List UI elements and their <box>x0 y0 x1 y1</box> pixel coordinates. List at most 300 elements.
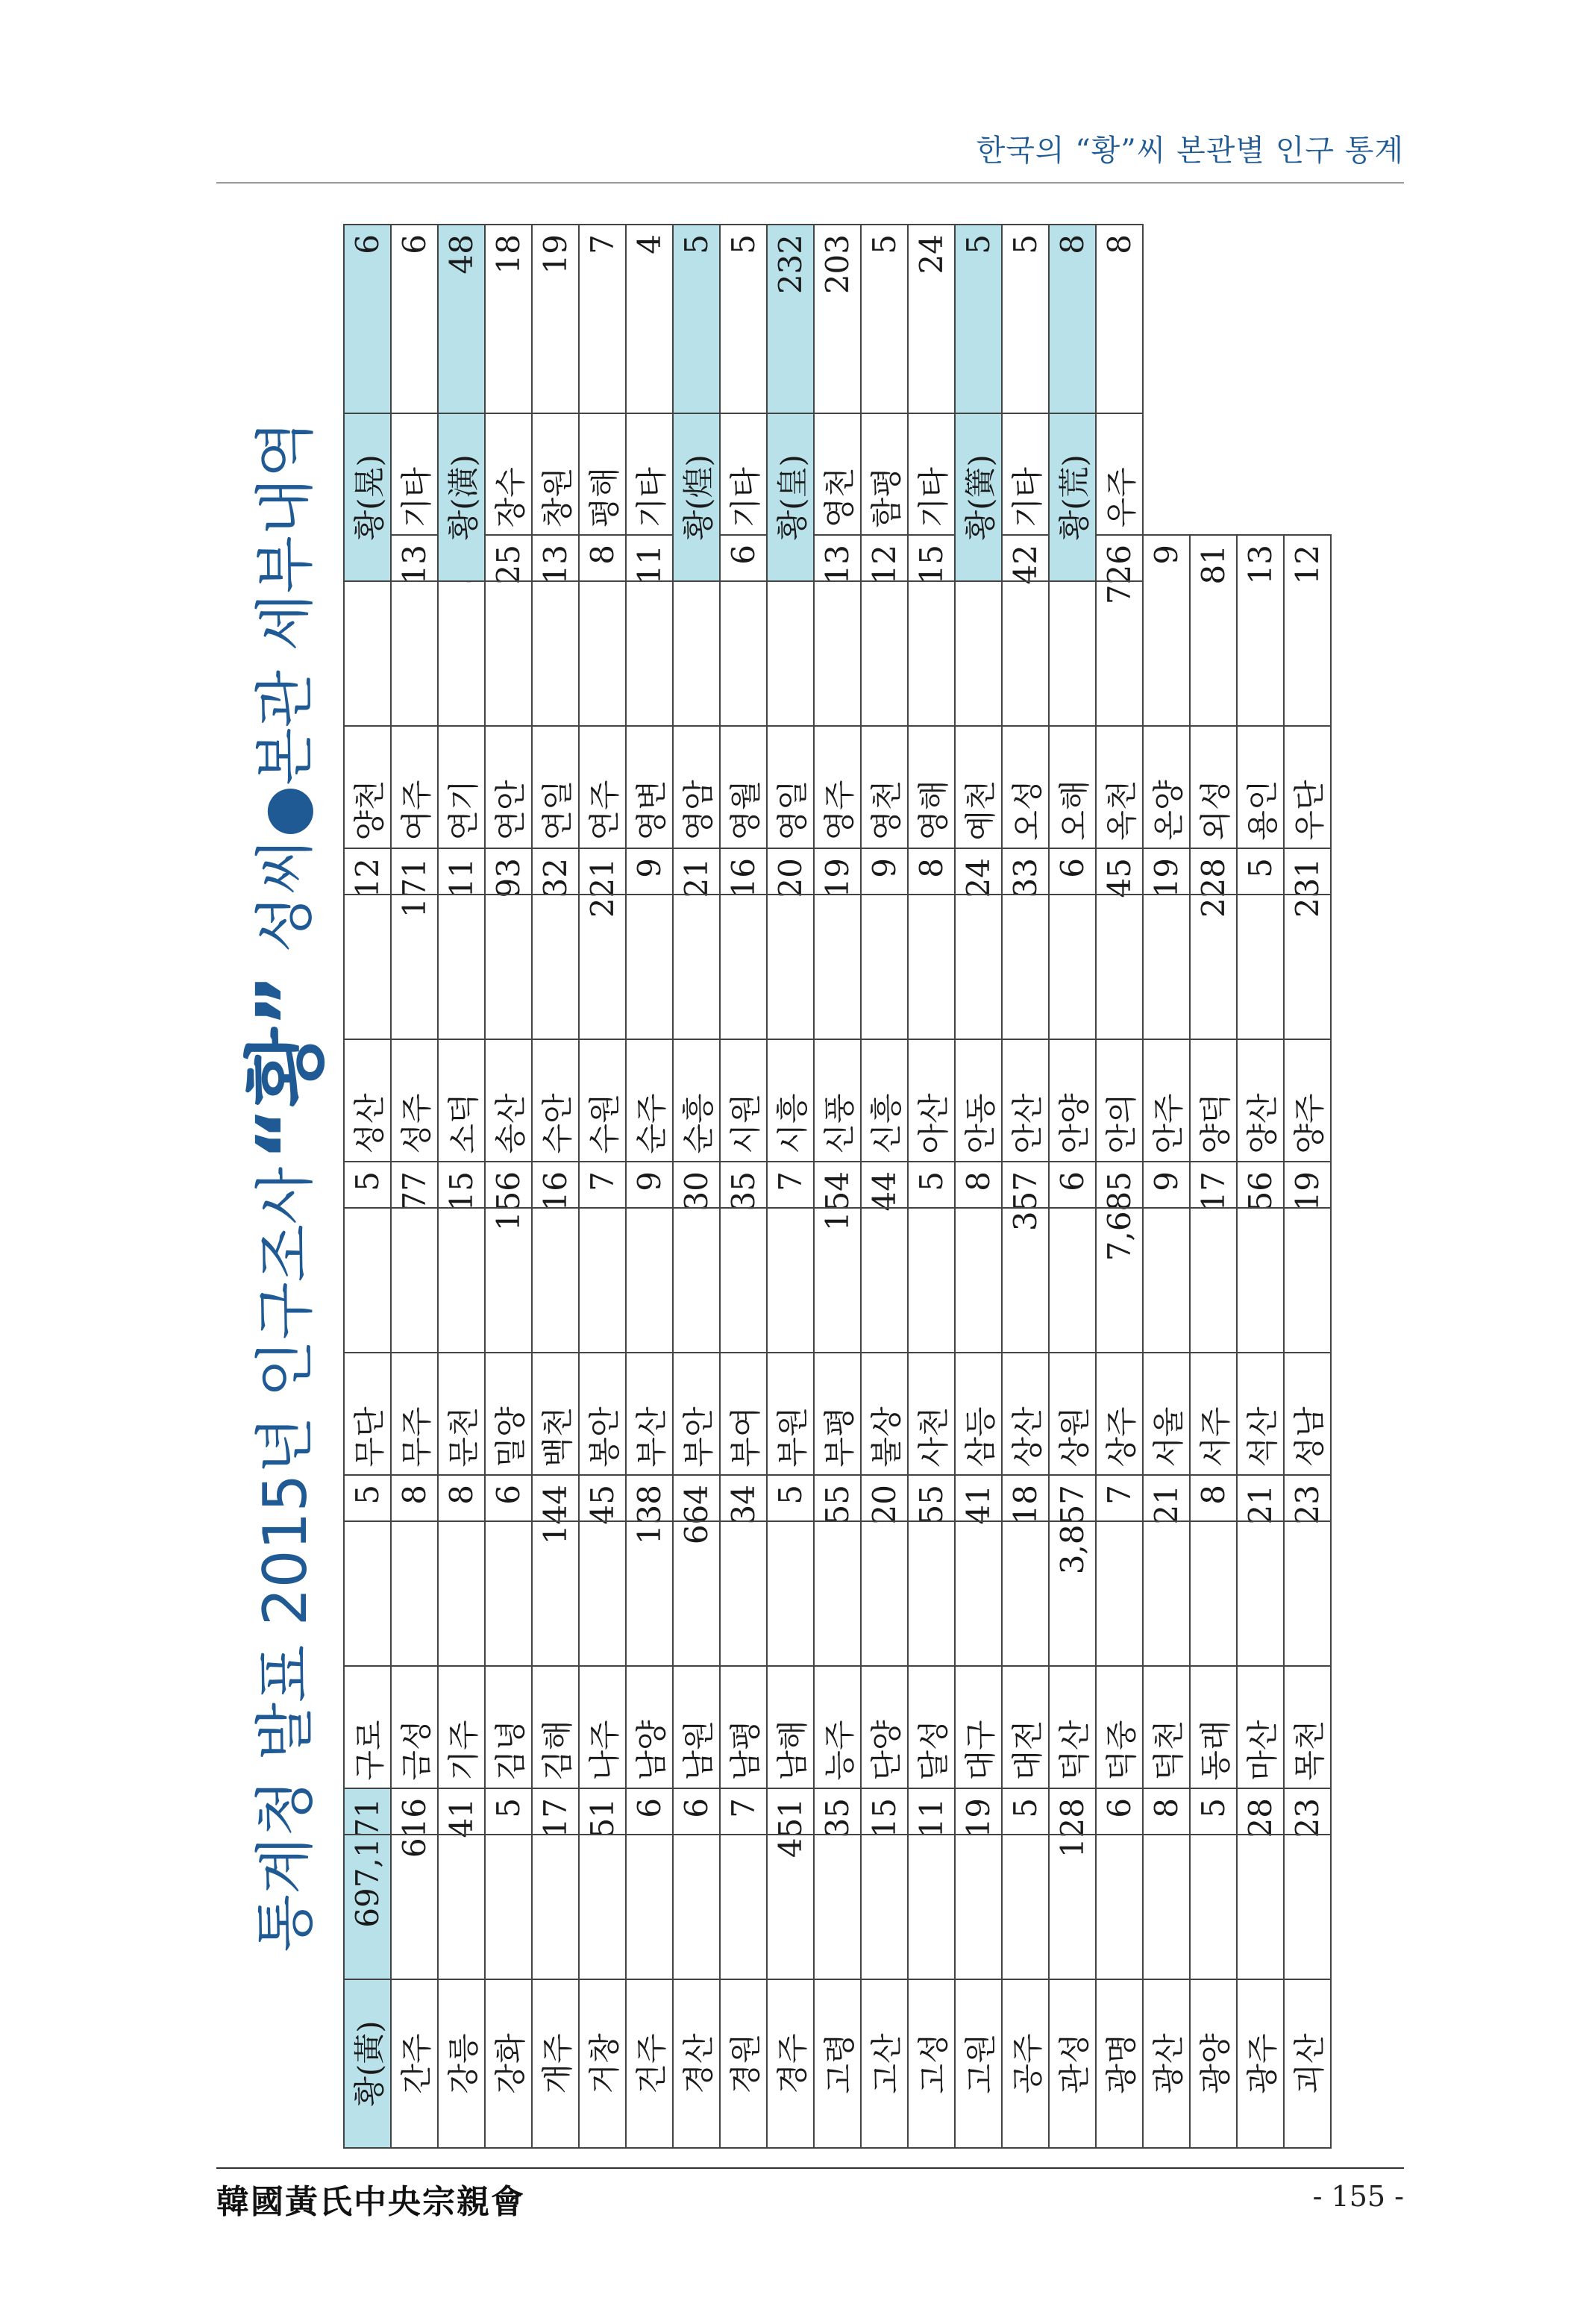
population-count: 8 <box>579 535 626 726</box>
origin-name: 양산 <box>1237 1039 1284 1208</box>
origin-name: 기타 <box>720 413 767 581</box>
origin-name: 밀양 <box>485 1353 532 1521</box>
table-row <box>438 1788 485 2148</box>
population-count: 664 <box>673 1475 720 1666</box>
table-row <box>1049 1475 1096 1835</box>
table-row <box>532 1162 579 1521</box>
origin-name: 부원 <box>767 1353 814 1521</box>
population-count: 11 <box>438 848 485 1039</box>
table-row <box>532 848 579 1208</box>
table-row <box>1143 1788 1190 2148</box>
population-count: 35 <box>814 1788 861 1979</box>
origin-table-3 <box>343 1161 1332 1522</box>
population-count: 5 <box>1002 1788 1049 1979</box>
population-count: 51 <box>579 1788 626 1979</box>
population-count: 5 <box>344 1162 391 1353</box>
population-count: 19 <box>814 848 861 1039</box>
population-count: 12 <box>861 535 908 726</box>
population-count: 20 <box>767 848 814 1039</box>
origin-name: 무주 <box>391 1353 438 1521</box>
origin-name: 남해 <box>767 1666 814 1835</box>
origin-name: 수원 <box>579 1039 626 1208</box>
table-row <box>626 1475 673 1835</box>
table-row <box>861 848 908 1208</box>
table-row <box>1237 1475 1284 1835</box>
population-count: 357 <box>1002 1162 1049 1353</box>
table-row <box>1284 848 1331 1208</box>
table-row <box>767 1788 814 2148</box>
table-row <box>814 535 861 895</box>
population-count: 138 <box>626 1475 673 1666</box>
population-count: 13 <box>532 535 579 726</box>
table-row <box>391 535 438 895</box>
origin-name: 영주 <box>814 726 861 895</box>
origin-name: 강릉 <box>438 1979 485 2148</box>
table-row <box>1190 1162 1237 1521</box>
table-row <box>1284 1788 1331 2148</box>
table-row <box>908 225 955 581</box>
table-row <box>1002 535 1049 895</box>
origin-name: 성산 <box>344 1039 391 1208</box>
origin-name: 부산 <box>626 1353 673 1521</box>
table-row <box>673 535 720 895</box>
origin-name: 서주 <box>1190 1353 1237 1521</box>
table-row <box>344 535 391 895</box>
origin-name: 나주 <box>579 1666 626 1835</box>
origin-name: 강화 <box>485 1979 532 2148</box>
page-header-title: 한국의 “황”씨 본관별 인구 통계 <box>976 134 1404 168</box>
population-count: 13 <box>1237 535 1284 726</box>
table-row <box>861 225 908 581</box>
origin-table-1 <box>343 1788 1332 2149</box>
population-count: 144 <box>532 1475 579 1666</box>
population-count: 5 <box>861 225 908 413</box>
population-count: 5 <box>344 1475 391 1666</box>
population-count: 23 <box>1284 1788 1331 1979</box>
table-row <box>767 1475 814 1835</box>
table-row <box>955 1475 1002 1835</box>
origin-name: 기타 <box>1002 413 1049 581</box>
origin-name: 괴산 <box>1284 1979 1331 2148</box>
population-count: 6 <box>720 535 767 726</box>
table-row <box>955 848 1002 1208</box>
population-count: 9 <box>626 848 673 1039</box>
population-count: 12 <box>344 848 391 1039</box>
population-count: 7 <box>1096 1475 1143 1666</box>
population-count: 21 <box>1143 1475 1190 1666</box>
table-row <box>1096 1475 1143 1835</box>
table-row <box>1096 1162 1143 1521</box>
table-row <box>626 848 673 1208</box>
population-count: 25 <box>485 535 532 726</box>
origin-name: 백천 <box>532 1353 579 1521</box>
origin-name: 영천 <box>814 413 861 581</box>
origin-name: 양천 <box>344 726 391 895</box>
table-row <box>673 1162 720 1521</box>
table-row <box>1049 848 1096 1208</box>
population-count: 5 <box>1002 225 1049 413</box>
population-count: 7 <box>767 1162 814 1353</box>
origin-name: 기타 <box>908 413 955 581</box>
origin-name: 무단 <box>344 1353 391 1521</box>
population-count: 6 <box>344 225 391 413</box>
population-count: 154 <box>814 1162 861 1353</box>
population-count: 93 <box>485 848 532 1039</box>
origin-name: 대전 <box>1002 1666 1049 1835</box>
table-row <box>391 1162 438 1521</box>
population-count: 11 <box>908 1788 955 1979</box>
population-count: 35 <box>720 1162 767 1353</box>
population-count: 7 <box>579 225 626 413</box>
population-count: 6 <box>485 1475 532 1666</box>
table-row <box>438 848 485 1208</box>
origin-name: 덕산 <box>1049 1666 1096 1835</box>
population-count: 23 <box>1284 1475 1331 1666</box>
table-row <box>861 1788 908 2148</box>
population-count: 8 <box>1096 225 1143 413</box>
table-row <box>485 1475 532 1835</box>
table-row <box>532 1788 579 2148</box>
origin-table-5 <box>343 534 1332 895</box>
population-count: 6 <box>673 1788 720 1979</box>
table-row <box>438 225 485 581</box>
origin-name: 우단 <box>1284 726 1331 895</box>
table-row <box>344 1162 391 1521</box>
population-count: 41 <box>955 1475 1002 1666</box>
population-count: 24 <box>908 225 955 413</box>
table-row <box>1190 848 1237 1208</box>
population-count: 9 <box>626 1162 673 1353</box>
table-row <box>673 1475 720 1835</box>
origin-name: 평해 <box>579 413 626 581</box>
origin-name: 경원 <box>720 1979 767 2148</box>
population-count: 11 <box>626 535 673 726</box>
population-count: 19 <box>1284 1162 1331 1353</box>
origin-name: 함평 <box>861 413 908 581</box>
table-row <box>673 848 720 1208</box>
population-count: 8 <box>1049 225 1096 413</box>
population-count: 19 <box>532 225 579 413</box>
population-count: 171 <box>391 848 438 1039</box>
population-count: 5 <box>908 1162 955 1353</box>
population-count: 221 <box>579 848 626 1039</box>
population-count: 5 <box>720 225 767 413</box>
table-row <box>767 1162 814 1521</box>
origin-name: 기타 <box>391 413 438 581</box>
origin-name: 고령 <box>814 1979 861 2148</box>
table-row <box>626 1162 673 1521</box>
population-count: 5 <box>485 1788 532 1979</box>
population-count: 15 <box>438 1162 485 1353</box>
population-count: 28 <box>1237 1788 1284 1979</box>
page-number: - 155 - <box>1312 2180 1404 2213</box>
population-count: 5 <box>955 225 1002 413</box>
population-count: 41 <box>438 1788 485 1979</box>
origin-name: 양주 <box>1284 1039 1331 1208</box>
origin-name: 우주 <box>1096 413 1143 581</box>
origin-name: 불상 <box>861 1353 908 1521</box>
origin-name: 외성 <box>1190 726 1237 895</box>
origin-name: 순주 <box>626 1039 673 1208</box>
origin-name: 옥천 <box>1096 726 1143 895</box>
population-count: 17 <box>532 1788 579 1979</box>
table-row <box>1002 1162 1049 1521</box>
table-row <box>1002 1788 1049 2148</box>
population-count: 8 <box>391 1475 438 1666</box>
origin-name: 김해 <box>532 1666 579 1835</box>
origin-name: 부안 <box>673 1353 720 1521</box>
table-row <box>1049 1162 1096 1521</box>
table-row <box>767 848 814 1208</box>
table-row <box>814 1475 861 1835</box>
population-count: 6 <box>1049 1162 1096 1353</box>
origin-name: 상산 <box>1002 1353 1049 1521</box>
table-row <box>673 1788 720 2148</box>
population-count: 8 <box>955 1162 1002 1353</box>
origin-name: 시흥 <box>767 1039 814 1208</box>
title-suffix: 성씨●본관 세부내역 <box>250 420 320 953</box>
population-count: 77 <box>391 1162 438 1353</box>
origin-name: 아산 <box>908 1039 955 1208</box>
table-row <box>485 848 532 1208</box>
population-count: 15 <box>861 1788 908 1979</box>
origin-name: 황(晃) <box>344 413 391 581</box>
rotated-content <box>224 224 1388 2149</box>
population-count: 5 <box>767 1475 814 1666</box>
origin-name: 고성 <box>908 1979 955 2148</box>
origin-name: 달성 <box>908 1666 955 1835</box>
table-row <box>579 848 626 1208</box>
population-count: 6 <box>1096 1788 1143 1979</box>
origin-name: 서울 <box>1143 1353 1190 1521</box>
population-count: 5 <box>1237 848 1284 1039</box>
origin-name: 부여 <box>720 1353 767 1521</box>
origin-name: 구로 <box>344 1666 391 1835</box>
table-row <box>720 1162 767 1521</box>
population-count: 18 <box>1002 1475 1049 1666</box>
table-row <box>861 1475 908 1835</box>
table-row <box>1143 535 1190 895</box>
origin-name: 광산 <box>1143 1979 1190 2148</box>
population-count: 16 <box>720 848 767 1039</box>
population-count: 8 <box>1143 1788 1190 1979</box>
table-row <box>438 535 485 895</box>
table-row <box>767 535 814 895</box>
table-row <box>579 535 626 895</box>
origin-name: 기주 <box>438 1666 485 1835</box>
origin-name: 용인 <box>1237 726 1284 895</box>
origin-name: 남평 <box>720 1666 767 1835</box>
origin-name: 간주 <box>391 1979 438 2148</box>
table-row <box>1096 1788 1143 2148</box>
table-row <box>1049 225 1096 581</box>
table-row <box>1096 848 1143 1208</box>
table-row <box>1284 1162 1331 1521</box>
title-prefix: 통계청 발표 2015년 인구조사 <box>250 1166 320 1952</box>
table-row <box>908 535 955 895</box>
table-row <box>861 535 908 895</box>
table-row <box>814 1788 861 2148</box>
population-count: 45 <box>579 1475 626 1666</box>
population-count: 24 <box>955 848 1002 1039</box>
population-count: 9 <box>861 848 908 1039</box>
population-count: 13 <box>391 535 438 726</box>
population-count: 20 <box>861 1475 908 1666</box>
population-count: 48 <box>438 225 485 413</box>
table-row <box>485 535 532 895</box>
population-count: 8 <box>908 848 955 1039</box>
origin-name: 상원 <box>1049 1353 1096 1521</box>
table-row <box>485 1162 532 1521</box>
origin-name: 오해 <box>1049 726 1096 895</box>
table-row <box>908 848 955 1208</box>
origin-name: 문천 <box>438 1353 485 1521</box>
origin-name: 황(煌) <box>673 413 720 581</box>
origin-name: 건주 <box>626 1979 673 2148</box>
population-count: 228 <box>1190 848 1237 1039</box>
title-surname: “황” <box>239 973 334 1161</box>
population-count: 203 <box>814 225 861 413</box>
table-row <box>720 535 767 895</box>
table-row <box>861 1162 908 1521</box>
origin-name: 경주 <box>767 1979 814 2148</box>
origin-name: 남양 <box>626 1666 673 1835</box>
population-count: 13 <box>814 535 861 726</box>
origin-name: 연주 <box>579 726 626 895</box>
population-count: 5 <box>1190 1788 1237 1979</box>
table-row <box>579 1162 626 1521</box>
table-row <box>720 1788 767 2148</box>
population-count: 232 <box>767 225 814 413</box>
origin-name: 영일 <box>767 726 814 895</box>
table-row <box>579 225 626 581</box>
population-count: 21 <box>673 848 720 1039</box>
origin-name: 신풍 <box>814 1039 861 1208</box>
population-count: 21 <box>1237 1475 1284 1666</box>
population-count: 6 <box>626 1788 673 1979</box>
origin-name: 황(潢) <box>438 413 485 581</box>
table-row <box>1237 1162 1284 1521</box>
table-row <box>1143 848 1190 1208</box>
table-row <box>1237 848 1284 1208</box>
table-row <box>814 848 861 1208</box>
population-count: 3,857 <box>1049 1475 1096 1666</box>
origin-name: 성주 <box>391 1039 438 1208</box>
table-row <box>814 1162 861 1521</box>
population-count: 81 <box>1190 535 1237 726</box>
origin-name: 거창 <box>579 1979 626 2148</box>
origin-name: 송산 <box>485 1039 532 1208</box>
origin-name: 마산 <box>1237 1666 1284 1835</box>
table-row <box>720 848 767 1208</box>
origin-name: 안양 <box>1049 1039 1096 1208</box>
population-count: 45 <box>1096 848 1143 1039</box>
origin-name: 대구 <box>955 1666 1002 1835</box>
origin-name: 황(皇) <box>767 413 814 581</box>
document-title <box>224 224 336 2149</box>
population-count: 19 <box>1143 848 1190 1039</box>
population-count: 156 <box>485 1162 532 1353</box>
table-row <box>1002 848 1049 1208</box>
origin-name: 안동 <box>955 1039 1002 1208</box>
origin-name: 광양 <box>1190 1979 1237 2148</box>
population-count: 18 <box>485 225 532 413</box>
origin-name: 영해 <box>908 726 955 895</box>
table-row <box>720 225 767 581</box>
origin-name: 관성 <box>1049 1979 1096 2148</box>
table-row <box>391 1788 438 2148</box>
origin-name: 경산 <box>673 1979 720 2148</box>
table-row <box>626 225 673 581</box>
table-row <box>485 1788 532 2148</box>
table-row <box>344 1475 391 1835</box>
origin-name: 안의 <box>1096 1039 1143 1208</box>
origin-name: 사천 <box>908 1353 955 1521</box>
origin-name: 장수 <box>485 413 532 581</box>
table-row <box>673 225 720 581</box>
population-count: 16 <box>532 1162 579 1353</box>
population-count: 231 <box>1284 848 1331 1039</box>
table-row <box>626 1788 673 2148</box>
table-row <box>1002 225 1049 581</box>
table-row <box>955 1162 1002 1521</box>
table-row <box>814 225 861 581</box>
origin-name: 기타 <box>626 413 673 581</box>
origin-name: 목천 <box>1284 1666 1331 1835</box>
table-row <box>438 1475 485 1835</box>
table-row <box>1143 1162 1190 1521</box>
table-row <box>532 225 579 581</box>
population-count: 6 <box>1049 848 1096 1039</box>
origin-name: 영천 <box>861 726 908 895</box>
table-row <box>1002 1475 1049 1835</box>
origin-name: 광주 <box>1237 1979 1284 2148</box>
header-rule <box>216 182 1404 184</box>
population-count: 9 <box>1143 535 1190 726</box>
population-count: 451 <box>767 1788 814 1979</box>
origin-name: 공주 <box>1002 1979 1049 2148</box>
origin-name: 능주 <box>814 1666 861 1835</box>
origin-name: 영월 <box>720 726 767 895</box>
population-count: 19 <box>955 1788 1002 1979</box>
population-count: 55 <box>814 1475 861 1666</box>
table-row <box>955 535 1002 895</box>
origin-name: 안주 <box>1143 1039 1190 1208</box>
origin-name: 영변 <box>626 726 673 895</box>
population-count: 726 <box>1096 535 1143 726</box>
table-row <box>1049 1788 1096 2148</box>
table-row <box>579 1475 626 1835</box>
table-row <box>1190 1475 1237 1835</box>
table-row <box>485 225 532 581</box>
origin-name: 영암 <box>673 726 720 895</box>
origin-name: 동래 <box>1190 1666 1237 1835</box>
table-row <box>767 225 814 581</box>
origin-name: 오성 <box>1002 726 1049 895</box>
origin-name: 온양 <box>1143 726 1190 895</box>
population-count: 8 <box>1190 1475 1237 1666</box>
table-row <box>955 225 1002 581</box>
population-count: 697,171 <box>344 1788 391 1979</box>
footer-rule <box>216 2167 1404 2169</box>
table-row <box>391 1475 438 1835</box>
origin-name: 부평 <box>814 1353 861 1521</box>
population-count: 4 <box>626 225 673 413</box>
table-row <box>344 225 391 581</box>
origin-name: 석산 <box>1237 1353 1284 1521</box>
origin-name: 소덕 <box>438 1039 485 1208</box>
table-row <box>908 1475 955 1835</box>
